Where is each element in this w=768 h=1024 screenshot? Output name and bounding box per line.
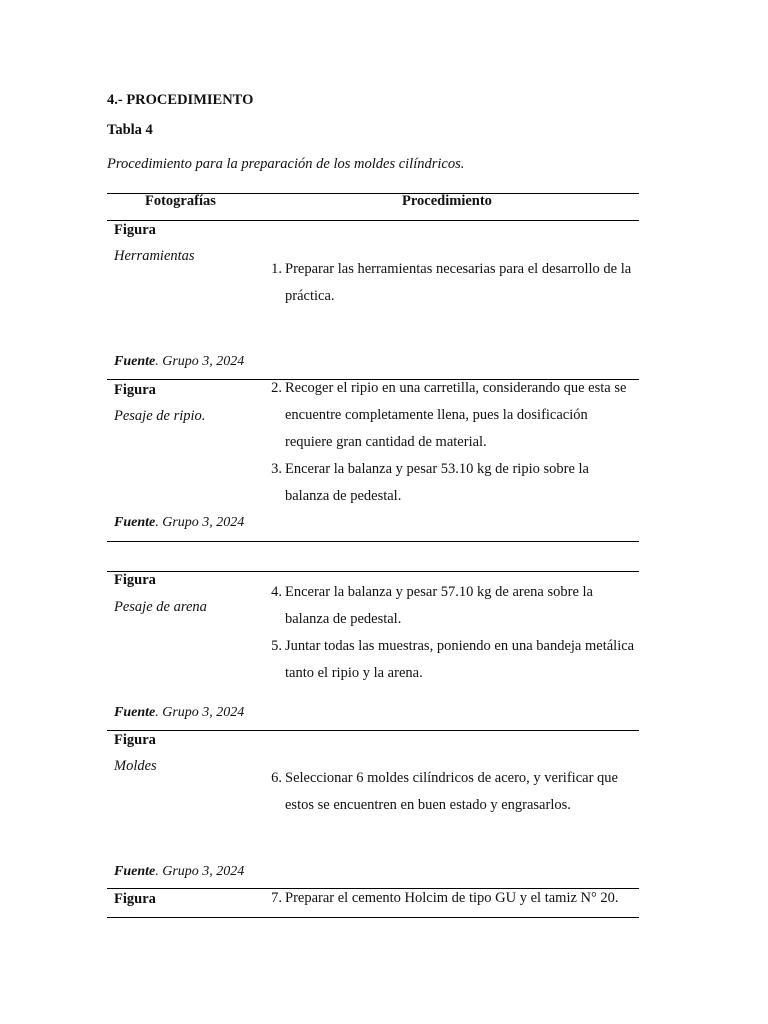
figure-label: Figura [114,732,156,748]
step-number: 5. [271,638,282,654]
figure-name: Pesaje de arena [114,599,207,615]
figure-source [114,354,244,370]
figure-name: Herramientas [114,248,195,264]
source-text: . Grupo 3, 2024 [155,354,245,369]
source-label: Fuente [114,515,156,530]
table-label: Tabla 4 [107,122,153,138]
section-heading: 4.- PROCEDIMIENTO [107,92,254,108]
procedure-step [262,375,637,456]
figure-label: Figura [114,222,156,238]
figure-source [114,515,244,531]
figure-name: Moldes [114,758,157,774]
figure-label: Figura [114,572,156,588]
figure-source [114,864,244,880]
step-text: Juntar todas las muestras, poniendo en una bandeja metálica tanto el ripio y la arena. [285,638,635,681]
source-label: Fuente [114,705,156,720]
source-text: . Grupo 3, 2024 [155,515,245,530]
source-label: Fuente [114,354,156,369]
step-text: Seleccionar 6 moldes cilíndricos de acero, y verificar que estos se encuentren en buen estado y engrasarlos. [285,770,618,813]
step-number: 3. [271,461,282,477]
step-text: Encerar la balanza y pesar 57.10 kg de arena sobre la balanza de pedestal. [285,584,593,627]
step-number: 7. [271,890,282,906]
step-text: Recoger el ripio en una carretilla, considerando que esta se encuentre completamente llena, pues la dosificación requiere gran cantidad de material. [285,380,627,450]
procedure-step [262,633,637,687]
step-number: 2. [271,380,282,396]
page-break-rule [107,541,639,542]
figure-source [114,705,244,721]
procedure-step [262,456,637,510]
procedure-step [262,256,637,310]
step-number: 4. [271,584,282,600]
column-header-procedure: Procedimiento [402,193,492,209]
procedure-step [262,765,637,819]
figure-label: Figura [114,382,156,398]
step-text: Preparar el cemento Holcim de tipo GU y el tamiz N° 20. [285,890,619,906]
step-text: Encerar la balanza y pesar 53.10 kg de ripio sobre la balanza de pedestal. [285,461,589,504]
row-rule [107,730,639,731]
step-number: 1. [271,261,282,277]
step-number: 6. [271,770,282,786]
table-caption: Procedimiento para la preparación de los moldes cilíndricos. [107,156,465,172]
source-label: Fuente [114,864,156,879]
figure-label: Figura [114,891,156,907]
figure-name: Pesaje de ripio. [114,408,206,424]
source-text: . Grupo 3, 2024 [155,705,245,720]
row-rule [107,571,639,572]
table-bottom-rule [107,917,639,918]
procedure-step [262,579,637,633]
source-text: . Grupo 3, 2024 [155,864,245,879]
header-bottom-rule [107,220,639,221]
step-text: Preparar las herramientas necesarias para el desarrollo de la práctica. [285,261,632,304]
procedure-step [262,885,637,912]
column-header-photos: Fotografías [145,193,216,209]
